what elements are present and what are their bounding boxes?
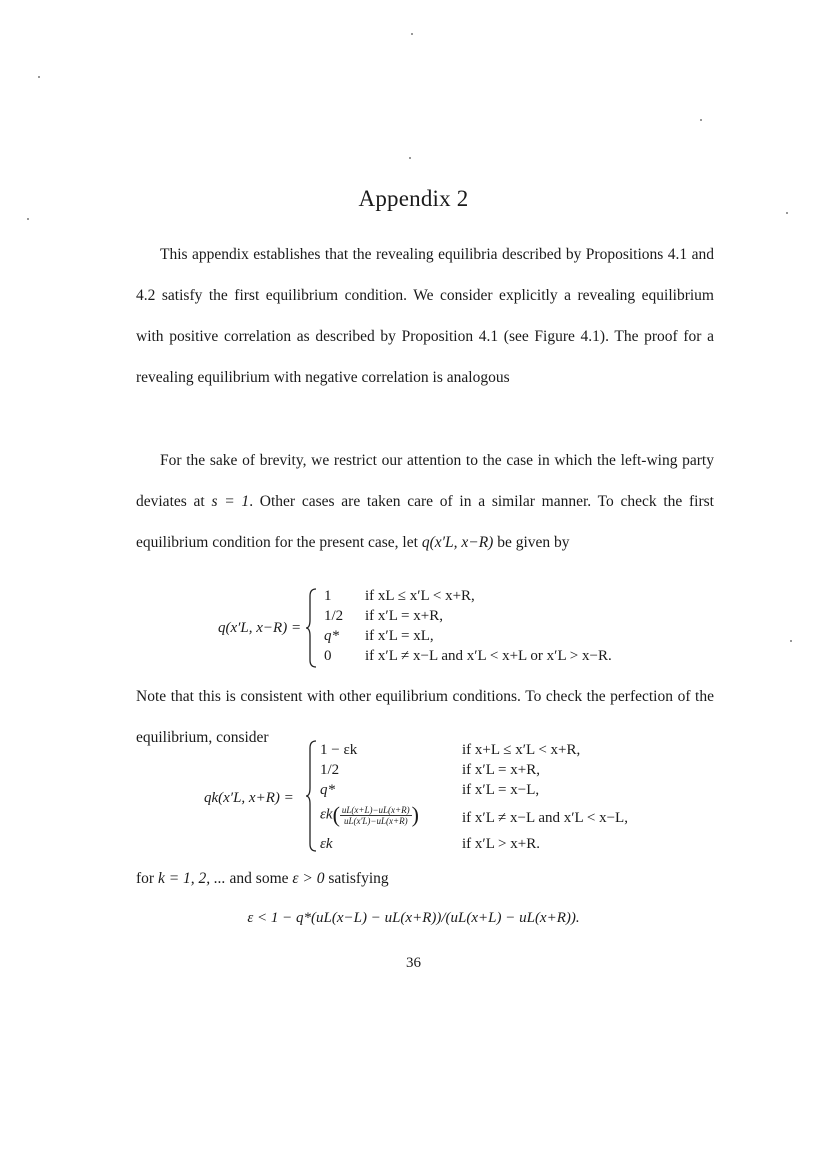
paragraph-intro (136, 234, 714, 398)
case1-value: 1 (324, 588, 332, 604)
paragraph-for-k (136, 858, 714, 899)
paragraph-for-k-text (136, 858, 714, 899)
scan-speck (27, 218, 29, 220)
qk-case4-base: εk (320, 806, 333, 823)
appendix-heading: Appendix 2 (358, 186, 469, 211)
paragraph-perfection (136, 676, 714, 758)
qk-case4-value (320, 802, 419, 828)
case1-condition: if xL ≤ x′L < x+R, (365, 588, 475, 604)
case4-condition: if x′L ≠ x−L and x′L < x+L or x′L > x−R. (365, 648, 612, 664)
qk-case1-value: 1 − εk (320, 742, 358, 758)
case2-condition: if x′L = x+R, (365, 608, 443, 624)
epsilon-positive: ε > 0 (292, 870, 325, 887)
fraction-denominator: uL(x′L)−uL(x+R) (343, 815, 408, 826)
qk-case3-condition: if x′L = x−L, (462, 782, 540, 798)
qk-case1-condition: if x+L ≤ x′L < x+R, (462, 742, 581, 758)
case3-condition: if x′L = xL, (365, 628, 434, 644)
case3-value: q* (324, 628, 339, 644)
scan-speck (411, 33, 413, 35)
p4-start: for (136, 870, 158, 887)
p4-end: satisfying (324, 870, 389, 887)
left-brace (305, 740, 317, 852)
close-paren: ) (411, 802, 419, 827)
piecewise-q-lhs: q(x′L, x−R) = (218, 620, 302, 636)
paragraph-deviation (136, 440, 714, 563)
piecewise-qk-lhs: qk(x′L, x+R) = (204, 790, 294, 806)
case2-value: 1/2 (324, 608, 344, 624)
s-equals-one: s = 1 (211, 493, 250, 510)
left-brace (305, 588, 317, 668)
qk-case2-value: 1/2 (320, 762, 340, 778)
paragraph-perfection-text: Note that this is consistent with other equilibrium conditions. To check the perfection of the equilibrium, consider (136, 688, 714, 746)
scan-speck (700, 119, 702, 121)
scan-speck (409, 157, 411, 159)
page-number: 36 (406, 955, 421, 971)
p2-mid: . Other cases are taken care of in a similar manner. To check the first equilibrium condition for the present case, let (136, 493, 714, 551)
exponent-fraction (340, 805, 412, 826)
q-function: q(x′L, x−R) (421, 534, 494, 551)
epsilon-inequality: ε < 1 − q*(uL(x−L) − uL(x+R))/(uL(x+L) − uL(x+R)). (247, 910, 580, 926)
open-paren: ( (332, 802, 340, 827)
p4-mid: and some (225, 870, 293, 887)
scan-speck (790, 640, 792, 642)
case4-value: 0 (324, 648, 332, 664)
p2-end: be given by (493, 534, 570, 551)
qk-case5-value: εk (320, 836, 333, 852)
paragraph-intro-text: This appendix establishes that the revealing equilibria described by Propositions 4.1 and 4.2 satisfy the first equilibrium condition. We consider explicitly a revealing equilibrium with positive correlation as described by Proposition 4.1 (see Figure 4.1). The proof for a revealing equilibrium with negative correlation is analogous (136, 246, 714, 386)
fraction-numerator: uL(x+L)−uL(x+R) (341, 804, 410, 815)
qk-case4-condition: if x′L ≠ x−L and x′L < x−L, (462, 810, 628, 826)
qk-case2-condition: if x′L = x+R, (462, 762, 540, 778)
scan-speck (786, 212, 788, 214)
paragraph-deviation-text (136, 440, 714, 563)
p2-start: For the sake of brevity, we restrict our attention to the case in which the left-wing party deviates at (136, 452, 714, 510)
qk-case5-condition: if x′L > x+R. (462, 836, 540, 852)
scan-speck (38, 76, 40, 78)
qk-case3-value: q* (320, 782, 335, 798)
k-range: k = 1, 2, ... (157, 870, 226, 887)
